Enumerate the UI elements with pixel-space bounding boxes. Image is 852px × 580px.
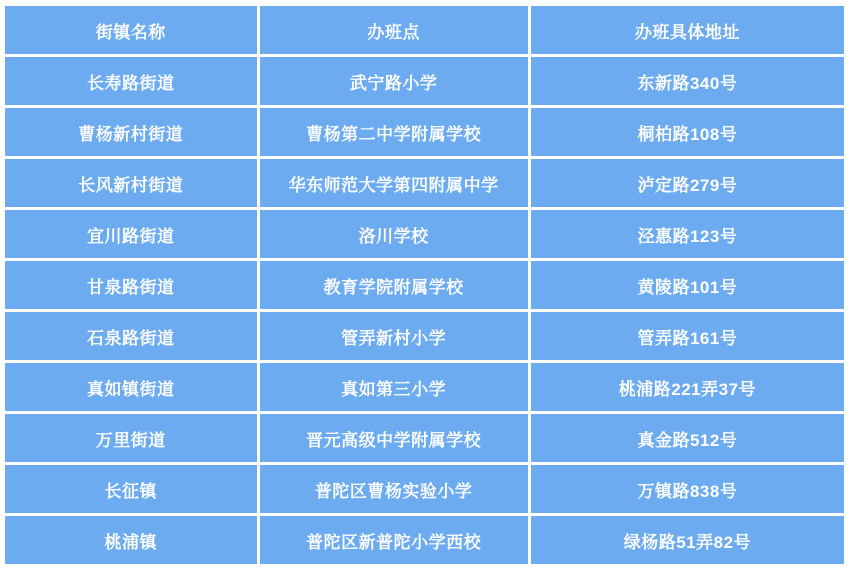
address-cell: 真金路512号	[531, 414, 844, 462]
address-cell: 绿杨路51弄82号	[531, 516, 844, 564]
site-cell: 教育学院附属学校	[260, 261, 528, 309]
site-cell: 真如第三小学	[260, 363, 528, 411]
table-row	[5, 210, 844, 258]
class-locations-table	[2, 3, 847, 567]
table-row	[5, 465, 844, 513]
site-cell: 洛川学校	[260, 210, 528, 258]
address-cell: 桃浦路221弄37号	[531, 363, 844, 411]
table-row	[5, 261, 844, 309]
town-cell: 石泉路街道	[5, 312, 257, 360]
site-cell: 曹杨第二中学附属学校	[260, 108, 528, 156]
table-row	[5, 108, 844, 156]
town-cell: 长寿路街道	[5, 57, 257, 105]
table-row	[5, 516, 844, 564]
table-row	[5, 159, 844, 207]
address-cell: 桐柏路108号	[531, 108, 844, 156]
town-cell: 真如镇街道	[5, 363, 257, 411]
address-cell: 管弄路161号	[531, 312, 844, 360]
site-cell: 普陀区曹杨实验小学	[260, 465, 528, 513]
town-cell: 宜川路街道	[5, 210, 257, 258]
address-cell: 黄陵路101号	[531, 261, 844, 309]
table-row	[5, 363, 844, 411]
site-cell: 晋元高级中学附属学校	[260, 414, 528, 462]
site-cell: 普陀区新普陀小学西校	[260, 516, 528, 564]
table-row	[5, 414, 844, 462]
site-cell: 管弄新村小学	[260, 312, 528, 360]
town-cell: 甘泉路街道	[5, 261, 257, 309]
column-header-site: 办班点	[260, 6, 528, 54]
town-cell: 桃浦镇	[5, 516, 257, 564]
address-cell: 泸定路279号	[531, 159, 844, 207]
town-cell: 长征镇	[5, 465, 257, 513]
town-cell: 曹杨新村街道	[5, 108, 257, 156]
site-cell: 武宁路小学	[260, 57, 528, 105]
address-cell: 东新路340号	[531, 57, 844, 105]
header-row	[5, 6, 844, 54]
address-cell: 万镇路838号	[531, 465, 844, 513]
column-header-town: 街镇名称	[5, 6, 257, 54]
table-row	[5, 312, 844, 360]
address-cell: 泾惠路123号	[531, 210, 844, 258]
site-cell: 华东师范大学第四附属中学	[260, 159, 528, 207]
town-cell: 万里街道	[5, 414, 257, 462]
table-row	[5, 57, 844, 105]
column-header-address: 办班具体地址	[531, 6, 844, 54]
town-cell: 长风新村街道	[5, 159, 257, 207]
